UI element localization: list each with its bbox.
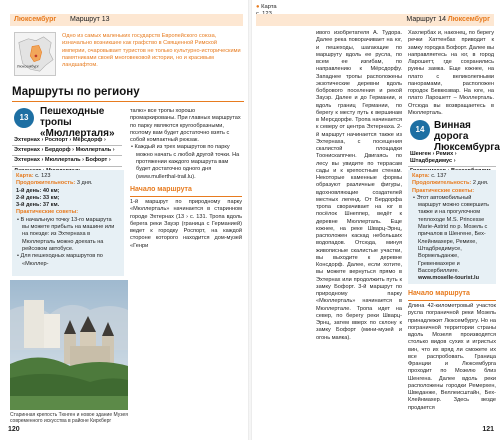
route-13-column-2 [130,108,242,181]
map-key: Карта: [412,173,430,179]
route-13-info-box [12,170,124,276]
left-header-section: Люксембург [14,16,57,23]
start-body-right: Длина 42-километровый участок русла пограничной реки Мозель принадлежит Люксембургу. Но на пограничной территории страны вдоль Мозеля производятся столько видов сухих и игристых вин, что их вряд ли сможете их все распробовать. Граница Франции и Люксембурга проходит по Мозелю близ Шенгена. Далее вдоль реки расположены городки Ремерхен, Шведанже, Веллеисштайн, Бех-Клейнмахер. Здесь везде продается [408,303,496,411]
map-key: Карта: [16,173,34,179]
map-value: с. 137 [431,173,447,179]
map-value: с. 123 [35,173,51,179]
right-column-1: ивого изобретателя А. Тудора. Далее река поворачивает на юг, и пешеходы, шагающие по маршруту вдоль ее русла, по всем ее изгибам, по направлению к Мёрсдорфу. Западнее тропы расположены экзотические деревни вдоль бобрового поселения и рекой Зауэр. Далее и до Германии, и вдоль границ Германии, по берегу к месту путь к вершинам в Мерсдорфе. Тропа начинается к северу от центра Эхтернаха. 2-й маршрут начинается также из Эхтернаха, с посещения скалистой площадки Тоонискаппчен. Двигаясь по лесу вы увидите по террасам сады и к крепостным стенам. Некоторые каменные формы образуют различные фигуры, вдохновляющие создателей местных легенд. От Бердорфа тропа сворачивает на юг в посёлок Шнеппер, ведёт к деревне Мюллерталь. Еще южнее, на реке Шварц-Эрнц, расположен каскад небольших водопадов. Отсюда, минуя живописные скалистые участки, вы выходите к деревне Консдорф. Далее, если хотите, вы можете вернуться прямо в Эхтернах или продолжить путь к замку Бофорт. 3-й маршрут по природному парку «Мюллерталь» начинается в Мюллертале. Тропа идет на север, по берегу реки Шварц-Эрнц, затем вверх по склону к замку Бофорт (мини-музей и огонь маяка). [316,30,402,341]
fortress-photo [10,280,128,410]
left-page [0,0,248,440]
day-1: 1-й день: 40 км; [16,187,60,194]
right-page [252,0,500,440]
intro-paragraph: Одно из самых маленьких государств Европейского союза, изначально возникшее как графство в Священной Римской империи, очаровывает туристов не только культурно-историческими памятниками своей многовековой истории, но и красивым ландшафтом. [62,33,241,69]
route-14-info-box [408,170,496,284]
route-stop-row: Эхтернах › Роспорт › Мёрсдорф › [12,136,122,146]
duration-key: Продолжительность: [412,180,472,187]
duration-value: 3 дня. [76,180,93,187]
right-column-2: Хахлербах и, наконец, по берегу речки Хаттенбах приводит к замку городка Бофорт. Далее вы направляетесь на юг, в город Ларошетт, где сохранились руины замка. Еще южнее, на плато с великолепными панорамами, расположен городок Бевкюзвар. На юге, на плато Ларошетт – Мюллерталь. Отсюда вы возвращаетесь в Мюллерталь. [408,30,494,116]
route-14-title: Винная дорога Люксембурга [434,120,500,153]
start-heading-right: Начало маршрута [408,290,470,297]
map-label: Люксембург [16,63,40,69]
route-stop-row: Эхтернах › Бердорф › Мюллерталь › [12,146,122,156]
country-locator-map [14,32,56,76]
map-pin-icon: ● [256,4,260,10]
start-heading: Начало маршрута [130,186,192,193]
map-ref-label: Карта [261,4,277,10]
page-number-left: 120 [8,426,20,433]
duration-value: 2 дня. [472,180,489,187]
section-divider [12,101,244,102]
tips-key: Практические советы: [16,209,79,216]
route-stop-row: Шенген › Ремих › Штадбредимус › [408,150,496,167]
photo-caption: Старинная крепость Тюнген и новое здание Музея современного искусства в районе Кирхберг [10,412,128,425]
left-header-bar [10,14,243,26]
tips-key: Практические советы: [412,187,475,194]
route-stop-row: Эхтернах › Мюллерталь › Бофорт › [12,156,122,166]
duration-key: Продолжительность: [16,180,76,187]
tip-item: • В начальную точку 13-го маршрута вы можете прибыть на машине или на поезде: из Эхтернаха в Мюллерталь можно доехать на рейсовом автобусе. [16,217,120,253]
route-14-badge: 14 [410,120,430,140]
start-body: 1-й маршрут по природному парку «Мюллерталь» начинается в старинном городе Эхтернах (13 › с. 131. Тропа вдоль берега реки Зауэр (граница с Германией) ведет к городку Роспорт, на каждой стороне которого находится дом-музей «Генри [130,199,242,249]
left-header-route: Маршрут 13 [70,16,110,23]
tip-item: • Этот автомобильный маршрут можно совершить также и на прогулочном теплоходе M.S. Princesse Marie-Astrid по р. Мозель с причалов в Шенгене, Бех-Клейнмахере, Ремихе, Штадбредимусе, Вормельданже, Гревенмахере и Вассербиллиге. [412,195,492,275]
tip-item: • Каждый из трех маршрутов по парку можно начать с любой другой точки. На протяжении каждого маршрута вам будет достаточно одного дня (www.mullerthal-trail.lu). [130,144,242,180]
day-3: 3-й день: 37 км. [16,202,60,209]
start-divider-right [408,300,496,301]
right-header-section: Люксембург [447,16,490,23]
tip-item: • Для пешеходных маршрутов по «Мюллер- [16,253,120,268]
page-number-right: 121 [482,426,494,433]
route-13-title: Пешеходные тропы «Мюллерталя» [40,106,115,139]
section-title: Маршруты по региону [12,86,140,98]
start-divider [130,196,242,197]
route-13-badge: 13 [14,108,34,128]
tips-continued: талю» все тропы хорошо промаркированы. При главных маршрутах по парку являются кругообразными, поэтому вам будет достаточно взять с собой компактный рюкзак. [130,108,241,144]
day-2: 2-й день: 33 км; [16,194,60,201]
right-header-bar [256,14,494,26]
right-header-route: Маршрут 14 [406,16,446,23]
tip-link: www.moselle-tourist.lu [418,275,480,282]
